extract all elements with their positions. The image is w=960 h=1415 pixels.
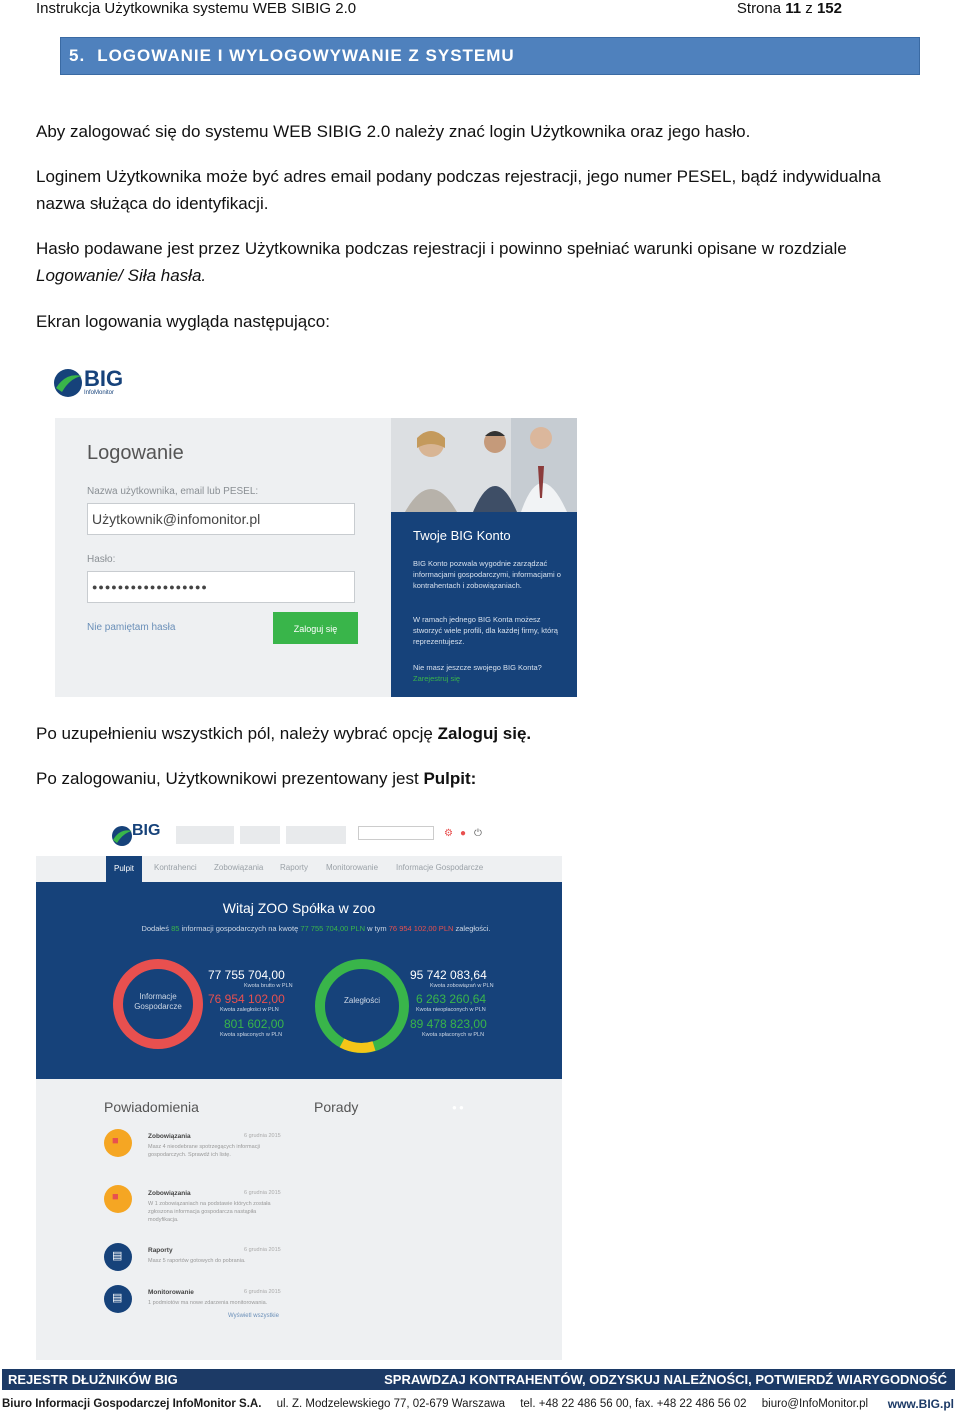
photo-illustration bbox=[391, 418, 577, 512]
topbar-tab-2[interactable] bbox=[240, 826, 280, 844]
business-people-photo bbox=[391, 418, 577, 512]
topbar-tab-3[interactable] bbox=[286, 826, 346, 844]
notification-3-title[interactable]: Raporty bbox=[148, 1247, 173, 1254]
register-link[interactable]: Zarejestruj się bbox=[413, 674, 461, 683]
login-option-name: Zaloguj się. bbox=[437, 724, 532, 743]
tab-monitorowanie[interactable]: Monitorowanie bbox=[326, 863, 379, 872]
zaleglosci-ring-chart bbox=[312, 956, 412, 1056]
big-logo bbox=[52, 366, 132, 400]
tab-zobowiazania[interactable]: Zobowiązania bbox=[214, 863, 264, 872]
footer-slogan-left: REJESTR DŁUŻNIKÓW BIG bbox=[8, 1372, 178, 1387]
notification-icon-3: ▤ bbox=[104, 1243, 132, 1271]
right-stat-2-note: Kwota nieopłaconych w PLN bbox=[416, 1007, 486, 1013]
right-stat-1: 95 742 083,64 bbox=[410, 968, 487, 982]
username-input[interactable]: Użytkownik@infomonitor.pl bbox=[87, 503, 355, 535]
left-stat-2: 76 954 102,00 bbox=[208, 992, 285, 1006]
password-input[interactable]: ●●●●●●●●●●●●●●●●●● bbox=[87, 571, 355, 603]
password-label: Hasło: bbox=[87, 554, 116, 565]
login-title: Logowanie bbox=[87, 442, 184, 464]
left-stat-1: 77 755 704,00 bbox=[208, 968, 285, 982]
login-form bbox=[55, 418, 391, 697]
notification-2-text: W 1 zobowiązaniach na podstawie których została zgłoszona informacja gospodarcza nastąpiła modyfikacja. bbox=[148, 1201, 271, 1223]
paragraph-login-intro: Aby zalogować się do systemu WEB SIBIG 2.0 należy znać login Użytkownika oraz jego hasło. bbox=[36, 122, 751, 141]
notification-4-date: 6 grudnia 2015 bbox=[244, 1289, 281, 1295]
paragraph-password: Hasło podawane jest przez Użytkownika podczas rejestracji i powinno spełniać warunki opisane w rozdziale Logowanie/ Siła hasła. bbox=[36, 239, 847, 285]
right-stat-3-note: Kwota spłaconych w PLN bbox=[422, 1032, 485, 1038]
welcome-summary: Dodałeś 85 informacji gospodarczych na kwotę 77 755 704,00 PLN w tym 76 954 102,00 PLN zaległości. bbox=[141, 924, 491, 933]
notifications-icon[interactable]: ● bbox=[460, 828, 467, 839]
section-number: 5. bbox=[69, 46, 86, 65]
forgot-password-link[interactable]: Nie pamiętam hasła bbox=[87, 622, 176, 633]
big-account-desc-1: BIG Konto pozwala wygodnie zarządzać informacjami gospodarczymi, informacjami o kontrahentach i zobowiązaniach. bbox=[413, 559, 561, 590]
dashboard-nav bbox=[36, 856, 562, 882]
notification-2-date: 6 grudnia 2015 bbox=[244, 1190, 281, 1196]
username-label: Nazwa użytkownika, email lub PESEL: bbox=[87, 486, 259, 497]
footer-address: ul. Z. Modzelewskiego 77, 02-679 Warszawa bbox=[276, 1398, 506, 1410]
notification-1-text: Masz 4 nieodebrane spotrzegących informacji gospodarczych. Sprawdź ich listę. bbox=[148, 1144, 260, 1158]
notification-4-text: 1 podmiotów ma nowe zdarzenia monitorowania. bbox=[148, 1300, 268, 1306]
tips-pager-icon[interactable]: ● ● bbox=[452, 1103, 464, 1112]
see-all-link[interactable]: Wyświetl wszystkie bbox=[228, 1313, 279, 1319]
page-number: Strona 11 z 152 bbox=[736, 0, 842, 17]
notification-1-date: 6 grudnia 2015 bbox=[244, 1133, 281, 1139]
footer-slogan-right: SPRAWDZAJ KONTRAHENTÓW, ODZYSKUJ NALEŻNOŚCI, POTWIERDŹ WIARYGODNOŚĆ bbox=[384, 1372, 947, 1387]
dashboard-notifications bbox=[36, 1079, 562, 1360]
notifications-title: Powiadomienia bbox=[104, 1099, 199, 1115]
paragraph-after-fill: Po uzupełnieniu wszystkich pól, należy wybrać opcję Zaloguj się. bbox=[36, 724, 532, 743]
logo-small-text: BIG bbox=[132, 822, 161, 839]
right-stat-3: 89 478 823,00 bbox=[410, 1017, 487, 1031]
footer-phones: tel. +48 22 486 56 00, fax. +48 22 486 56 02 bbox=[520, 1398, 747, 1410]
footer-contact bbox=[2, 1398, 955, 1410]
logo-subtext: InfoMonitor bbox=[84, 390, 115, 396]
notification-4-title[interactable]: Monitorowanie bbox=[148, 1289, 194, 1296]
left-stat-2-note: Kwota zaległości w PLN bbox=[220, 1007, 279, 1013]
tips-title: Porady bbox=[314, 1099, 359, 1115]
paragraph-login-types: Loginem Użytkownika może być adres email podany podczas rejestracji, jego numer PESEL, bądź indywidualna nazwa służąca do identyfikacji. bbox=[36, 167, 881, 213]
left-stat-1-note: Kwota brutto w PLN bbox=[244, 983, 293, 989]
footer-website[interactable]: www.BIG.pl bbox=[887, 1397, 954, 1411]
notification-2-title[interactable]: Zobowiązania bbox=[148, 1190, 191, 1197]
power-icon[interactable]: ⏻ bbox=[474, 828, 482, 839]
right-stat-2: 6 263 260,64 bbox=[416, 992, 487, 1006]
welcome-title: Witaj ZOO Spółka w zoo bbox=[222, 900, 376, 916]
tab-informacje-gospodarcze[interactable]: Informacje Gospodarcze bbox=[396, 863, 484, 872]
big-account-panel bbox=[391, 418, 577, 697]
paragraph-login-screen: Ekran logowania wygląda następująco: bbox=[36, 312, 330, 331]
tab-pulpit[interactable]: Pulpit bbox=[106, 856, 142, 882]
topbar-tab-1[interactable] bbox=[176, 826, 234, 844]
settings-icon[interactable]: ⚙ bbox=[444, 828, 453, 839]
footer-email[interactable]: biuro@InfoMonitor.pl bbox=[761, 1398, 869, 1410]
left-stat-3-note: Kwota spłaconych w PLN bbox=[220, 1032, 283, 1038]
dashboard-summary bbox=[36, 882, 562, 1079]
right-stat-1-note: Kwota zobowiązań w PLN bbox=[430, 983, 494, 989]
big-account-question: Nie masz jeszcze swojego BIG Konta? bbox=[413, 663, 542, 672]
chapter-reference: Logowanie/ Siła hasła. bbox=[36, 266, 207, 285]
dashboard-name: Pulpit: bbox=[423, 769, 477, 788]
big-account-desc-2: W ramach jednego BIG Konta możesz stworzyć wiele profili, dla każdej firmy, którą reprezentujesz. bbox=[413, 615, 558, 646]
notification-3-text: Masz 5 raportów gotowych do pobrania. bbox=[148, 1258, 246, 1264]
info-gosp-ring-label: Informacje Gospodarcze bbox=[134, 992, 182, 1011]
footer-slogan-bar bbox=[2, 1369, 955, 1390]
profile-select[interactable] bbox=[358, 826, 434, 840]
login-button[interactable]: Zaloguj się bbox=[273, 612, 358, 644]
left-stat-3: 801 602,00 bbox=[224, 1017, 285, 1031]
document-title: Instrukcja Użytkownika systemu WEB SIBIG 2.0 bbox=[36, 0, 357, 17]
logo-text: BIG bbox=[84, 366, 124, 391]
notification-1-title[interactable]: Zobowiązania bbox=[148, 1133, 191, 1140]
notification-icon-2: ■ bbox=[104, 1185, 132, 1213]
notification-icon-4: ▤ bbox=[104, 1285, 132, 1313]
notification-3-date: 6 grudnia 2015 bbox=[244, 1247, 281, 1253]
section-heading bbox=[60, 37, 920, 75]
tab-raporty[interactable]: Raporty bbox=[280, 863, 309, 872]
paragraph-after-login: Po zalogowaniu, Użytkownikowi prezentowany jest Pulpit: bbox=[36, 769, 477, 788]
login-screenshot bbox=[55, 418, 577, 697]
dashboard-topbar bbox=[100, 818, 562, 854]
section-title: LOGOWANIE I WYLOGOWYWANIE Z SYSTEMU bbox=[97, 46, 515, 65]
big-account-title: Twoje BIG Konto bbox=[413, 528, 511, 543]
footer-company: Biuro Informacji Gospodarczej InfoMonitor S.A. bbox=[2, 1398, 262, 1410]
zaleglosci-ring-label: Zaległości bbox=[343, 996, 380, 1005]
notification-icon-1: ■ bbox=[104, 1129, 132, 1157]
tab-kontrahenci[interactable]: Kontrahenci bbox=[154, 863, 197, 872]
